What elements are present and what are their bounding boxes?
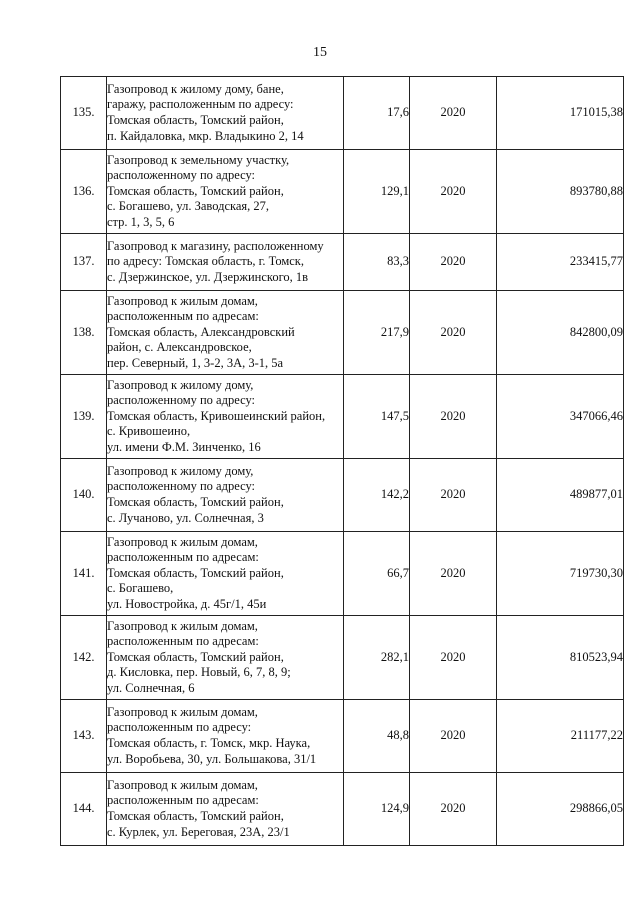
row-number: 138. [61,291,107,375]
description-line: Томская область, Александровский [107,324,295,339]
row-number: 140. [61,459,107,532]
description-line: расположенным по адресам: [107,550,259,565]
commission-year: 2020 [410,532,497,616]
commission-year: 2020 [410,616,497,700]
object-cost: 171015,38 [497,77,624,150]
commission-year: 2020 [410,773,497,846]
description-line: с. Лучаново, ул. Солнечная, 3 [107,510,264,525]
object-description [107,532,344,616]
description-line: Газопровод к жилым домам, [107,704,258,719]
row-number: 135. [61,77,107,150]
object-description [107,459,344,532]
table-row [61,616,624,700]
description-line: Томская область, Томский район, [107,495,284,509]
pipeline-length: 129,1 [344,150,410,234]
row-number: 136. [61,150,107,234]
table-row [61,291,624,375]
description-line: Газопровод к магазину, расположенному [107,238,324,253]
pipeline-length: 48,8 [344,700,410,773]
description-line: Газопровод к жилому дому, [107,377,254,392]
description-line: с. Курлек, ул. Береговая, 23А, 23/1 [107,824,290,839]
pipeline-length: 142,2 [344,459,410,532]
table-body [61,77,624,846]
row-number: 143. [61,700,107,773]
row-number: 142. [61,616,107,700]
pipeline-length: 217,9 [344,291,410,375]
description-line: расположенным по адресам: [107,793,259,808]
object-description [107,616,344,700]
table-row [61,375,624,459]
commission-year: 2020 [410,375,497,459]
object-cost: 211177,22 [497,700,624,773]
object-cost: 233415,77 [497,234,624,291]
table-row [61,532,624,616]
description-line: д. Кисловка, пер. Новый, 6, 7, 8, 9; [107,665,291,680]
object-description [107,77,344,150]
description-line: Томская область, Томский район, [107,565,284,580]
pipeline-length: 124,9 [344,773,410,846]
description-line: Томская область, г. Томск, мкр. Наука, [107,736,311,750]
description-line: Газопровод к жилому дому, бане, [107,81,284,96]
description-line: Томская область, Томский район, [107,809,284,823]
object-description [107,234,344,291]
table-row [61,150,624,234]
pipeline-registry-table [60,76,624,846]
object-cost: 719730,30 [497,532,624,616]
row-number: 144. [61,773,107,846]
object-description [107,375,344,459]
page-number: 15 [313,45,327,60]
description-line: расположенным по адресам: [107,634,259,649]
description-line: с. Богашево, ул. Заводская, 27, [107,199,270,214]
description-line: расположенным по адресу: [107,720,252,735]
description-line: гаражу, расположенным по адресу: [107,97,294,112]
object-description [107,291,344,375]
pipeline-length: 83,3 [344,234,410,291]
pipeline-length: 66,7 [344,532,410,616]
description-line: Газопровод к земельному участку, [107,152,290,167]
description-line: Томская область, Томский район, [107,113,284,127]
object-description [107,150,344,234]
description-line: стр. 1, 3, 5, 6 [107,214,175,229]
description-line: район, с. Александровское, [107,340,252,355]
description-line: по адресу: Томская область, г. Томск, [107,254,304,269]
description-line: расположенному по адресу: [107,479,256,494]
description-line: с. Кривошеино, [107,424,191,439]
description-line: расположенному по адресу: [107,393,256,408]
commission-year: 2020 [410,459,497,532]
object-cost: 347066,46 [497,375,624,459]
pipeline-length: 147,5 [344,375,410,459]
description-line: Газопровод к жилым домам, [107,618,258,633]
description-line: ул. Солнечная, 6 [107,680,195,695]
table-row [61,773,624,846]
description-line: Томская область, Кривошеинский район, [107,408,326,423]
description-line: расположенным по адресам: [107,309,259,324]
row-number: 141. [61,532,107,616]
description-line: Газопровод к жилому дому, [107,463,254,478]
description-line: с. Богашево, [107,581,174,596]
commission-year: 2020 [410,291,497,375]
table-row [61,234,624,291]
row-number: 137. [61,234,107,291]
description-line: ул. Воробьева, 30, ул. Большакова, 31/1 [107,751,317,766]
object-description [107,700,344,773]
description-line: п. Кайдаловка, мкр. Владыкино 2, 14 [107,128,304,143]
description-line: Газопровод к жилым домам, [107,534,258,549]
description-line: ул. имени Ф.М. Зинченко, 16 [107,439,261,454]
object-cost: 298866,05 [497,773,624,846]
description-line: расположенному по адресу: [107,168,256,183]
object-cost: 810523,94 [497,616,624,700]
object-cost: 893780,88 [497,150,624,234]
description-line: Томская область, Томский район, [107,183,284,198]
description-line: Газопровод к жилым домам, [107,777,258,792]
description-line: ул. Новостройка, д. 45г/1, 45и [107,596,267,611]
pipeline-length: 282,1 [344,616,410,700]
object-description [107,773,344,846]
pipeline-length: 17,6 [344,77,410,150]
commission-year: 2020 [410,77,497,150]
row-number: 139. [61,375,107,459]
table-row [61,700,624,773]
table-row [61,77,624,150]
table-row [61,459,624,532]
commission-year: 2020 [410,234,497,291]
description-line: с. Дзержинское, ул. Дзержинского, 1в [107,269,309,284]
object-cost: 842800,09 [497,291,624,375]
description-line: Газопровод к жилым домам, [107,293,258,308]
object-cost: 489877,01 [497,459,624,532]
commission-year: 2020 [410,150,497,234]
commission-year: 2020 [410,700,497,773]
description-line: пер. Северный, 1, 3-2, 3А, 3-1, 5а [107,355,284,370]
description-line: Томская область, Томский район, [107,649,284,664]
